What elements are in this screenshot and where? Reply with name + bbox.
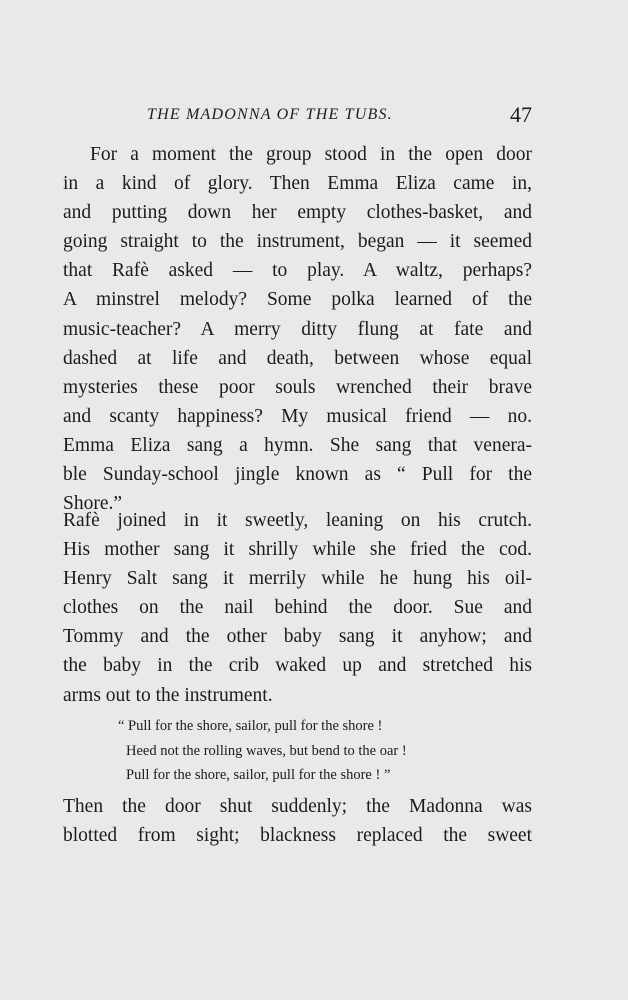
paragraph-3 bbox=[63, 792, 532, 850]
text-line: For a moment the group stood in the open door bbox=[90, 144, 532, 165]
text-line: and putting down her empty clothes-basket, and bbox=[63, 202, 532, 224]
text-line: dashed at life and death, between whose equal bbox=[63, 347, 532, 369]
page-number: 47 bbox=[510, 102, 532, 127]
paragraph-1 bbox=[63, 140, 532, 518]
verse-line: “ Pull for the shore, sailor, pull for the shore ! bbox=[118, 718, 383, 734]
text-line: arms out to the instrument. bbox=[63, 684, 273, 706]
text-line: mysteries these poor souls wrenched their brave bbox=[63, 376, 532, 398]
verse-quote bbox=[118, 714, 407, 788]
text-line: that Rafè asked — to play. A waltz, perhaps? bbox=[63, 260, 532, 282]
text-line: Tommy and the other baby sang it anyhow; and bbox=[63, 626, 532, 648]
text-line: Rafè joined in it sweetly, leaning on his crutch. bbox=[63, 510, 532, 531]
text-line: His mother sang it shrilly while she fried the cod. bbox=[63, 539, 532, 561]
text-line: ble Sunday-school jingle known as “ Pull for the bbox=[63, 464, 532, 486]
text-line: going straight to the instrument, began — it seemed bbox=[63, 231, 532, 253]
paragraph-2 bbox=[63, 506, 532, 710]
text-line: A minstrel melody? Some polka learned of the bbox=[63, 289, 532, 311]
text-line: Emma Eliza sang a hymn. She sang that venera- bbox=[63, 434, 532, 456]
verse-line: Heed not the rolling waves, but bend to the oar ! bbox=[126, 742, 407, 759]
text-line: Shore.” bbox=[63, 493, 123, 515]
text-line: Henry Salt sang it merrily while he hung his oil- bbox=[63, 568, 532, 590]
text-line: the baby in the crib waked up and stretched his bbox=[63, 655, 532, 677]
running-title: THE MADONNA OF THE TUBS. bbox=[147, 106, 393, 123]
text-line: music-teacher? A merry ditty flung at fate and bbox=[63, 318, 532, 340]
verse-line: Pull for the shore, sailor, pull for the shore ! ” bbox=[126, 767, 391, 783]
text-line: in a kind of glory. Then Emma Eliza came in, bbox=[63, 173, 532, 195]
running-head bbox=[147, 104, 532, 134]
text-line: blotted from sight; blackness replaced the sweet bbox=[63, 825, 532, 847]
text-line: Then the door shut suddenly; the Madonna was bbox=[63, 796, 532, 817]
text-line: and scanty happiness? My musical friend — no. bbox=[63, 405, 532, 427]
text-line: clothes on the nail behind the door. Sue and bbox=[63, 597, 532, 619]
